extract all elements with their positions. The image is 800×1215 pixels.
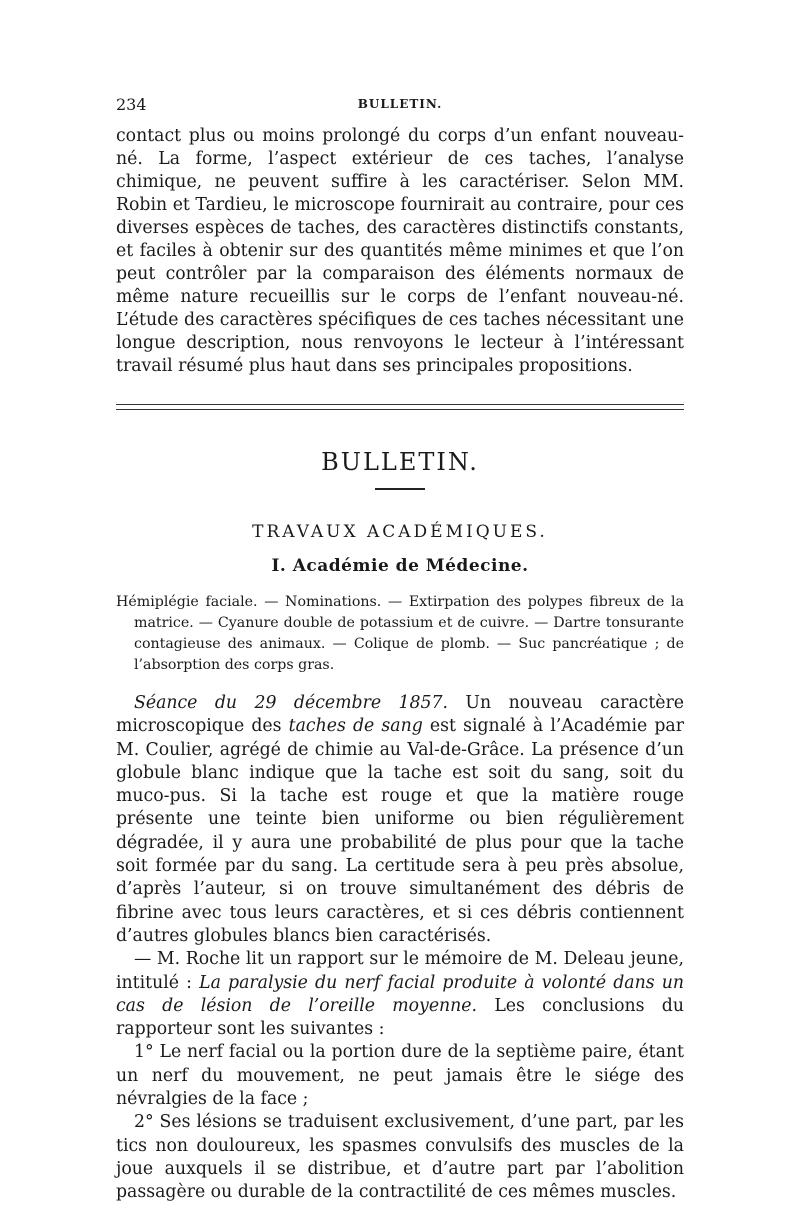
seance-text-b: est signalé à l’Académie par M. Coulier, agrégé de chimie au Val-de-Grâce. La présence d’un globule blanc indique que la tache est soit du sang, soit du muco-pus. Si la tache est rouge et que la matière rouge présente une teinte bien uniforme ou bien régulièrement dégradée, il y aura une probabilité de plus pour que la tache soit formée par du sang. La certitude sera à peu près absolue, d’après l’auteur, si on trouve simultanément des débris de fibrine avec tous leurs caractères, et si ces débris contiennent d’autres globules blancs bien caractérisés. — [116, 716, 684, 946]
roche-text-b: Les conclusions du rapporteur sont les suivantes : — [116, 995, 684, 1040]
conclusion-1: 1° Le nerf facial ou la portion dure de la septième paire, étant un nerf du mouvement, ne peut jamais être le siége des névralgies de la face ; — [116, 1042, 684, 1110]
seance-paragraph — [116, 692, 684, 948]
roche-text-a: — M. Roche lit un rapport sur le mémoire de M. Deleau jeune, intitulé : — [116, 949, 684, 993]
summary-paragraph: Hémiplégie faciale. — Nominations. — Extirpation des polypes fibreux de la matrice. — Cyanure double de potassium et de cuivre. — Dartre tonsurante contagieuse des animaux. — Colique de plomb. — Suc pancréatique ; de l’absorption des corps gras. — [116, 594, 684, 673]
academy-title: I. Académie de Médecine. — [271, 556, 529, 576]
conclusion-2: 2° Ses lésions se traduisent exclusivement, d’une part, par les tics non douloureux, les spasmes convulsifs des muscles de la joue auxquels il se distribue, et d’autre part par l’abolition passagère ou durable de la contractilité de ces mêmes muscles. — [116, 1112, 684, 1203]
page-number: 234 — [116, 95, 147, 114]
section-title: BULLETIN. — [321, 448, 479, 476]
page — [116, 95, 684, 1205]
short-rule-divider — [375, 488, 425, 490]
intro-paragraph: contact plus ou moins prolongé du corps d’un enfant nouveau-né. La forme, l’aspect extérieur de ces taches, l’analyse chimique, ne peuvent suffire à les caractériser. Selon MM. Robin et Tardieu, le microscope fournirait au contraire, pour ces diverses espèces de taches, des caractères distinctifs constants, et faciles à obtenir sur des quantités même minimes et que l’on peut contrôler par la comparaison des éléments normaux de même nature recueillis sur le corps de l’enfant nouveau-né. L’étude des caractères spécifiques de ces taches nécessitant une longue description, nous renvoyons le lecteur à l’intéressant travail résumé plus haut dans ses principales propositions. — [116, 126, 684, 376]
memoir-title: La paralysie du nerf facial produite à volonté dans un cas de lésion de l’oreille moyenne. — [116, 972, 684, 1016]
running-title: BULLETIN. — [357, 97, 443, 111]
running-head — [116, 95, 684, 117]
seance-text-a: Un nouveau caractère microscopique des — [116, 693, 684, 737]
report-body — [116, 692, 684, 1205]
double-rule-divider — [116, 404, 684, 410]
taches-de-sang: taches de sang — [288, 716, 423, 737]
seance-date: Séance du 29 décembre 1857. — [134, 693, 448, 713]
subsection-title: TRAVAUX ACADÉMIQUES. — [252, 522, 548, 542]
roche-paragraph — [116, 948, 684, 1041]
